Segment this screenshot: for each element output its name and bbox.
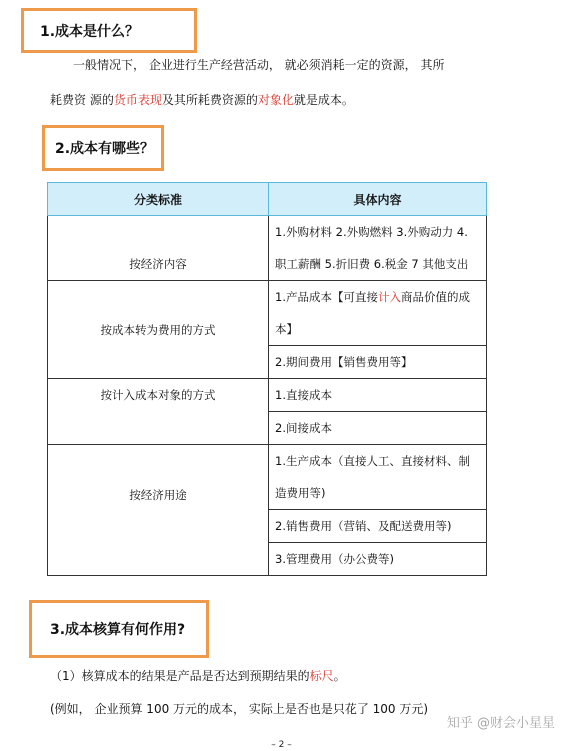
content-cell: 2.销售费用（营销、及配送费用等) bbox=[269, 510, 487, 543]
highlight-yardstick: 标尺 bbox=[309, 669, 334, 683]
category-cell: 按计入成本对象的方式 bbox=[48, 379, 269, 445]
cost-classification-table bbox=[47, 182, 487, 576]
highlight-monetary: 货币表现 bbox=[113, 93, 162, 107]
content-cell: 1.直接成本 bbox=[269, 379, 487, 412]
page-number: – 2 – bbox=[271, 740, 292, 750]
section-3-title-box bbox=[29, 600, 209, 658]
table-row bbox=[48, 281, 487, 346]
section-2-title: 2.成本有哪些？ bbox=[55, 141, 155, 157]
zhihu-watermark: 知乎 @财会小星星 bbox=[446, 716, 555, 731]
content-cell: 1.外购材料 2.外购燃料 3.外购动力 4. 职工薪酬 5.折旧费 6.税金 7 其他支出 bbox=[269, 216, 487, 281]
highlight-included: 计入 bbox=[377, 290, 401, 304]
category-cell: 按经济内容 bbox=[48, 216, 269, 281]
category-cell: 按经济用途 bbox=[48, 445, 269, 576]
content-cell: 2.期间费用【销售费用等】 bbox=[269, 346, 487, 379]
usage-line-1: （1）核算成本的结果是产品是否达到预期结果的标尺。 bbox=[50, 669, 346, 683]
usage-line-2: (例如， 企业预算 100 万元的成本， 实际上是否也是只花了 100 万元) bbox=[50, 702, 429, 716]
definition-line-2: 耗费资 源的货币表现及其所耗费资源的对象化就是成本。 bbox=[50, 93, 354, 107]
section-3-title: 3.成本核算有何作用? bbox=[50, 622, 186, 638]
definition-line-1: 一般情况下， 企业进行生产经营活动， 就必须消耗一定的资源， 其所 bbox=[73, 58, 445, 72]
section-1-title: 1.成本是什么？ bbox=[40, 23, 140, 40]
table-row bbox=[48, 379, 487, 412]
content-cell: 1.产品成本【可直接计入商品价值的成 本】 bbox=[269, 281, 487, 346]
header-category: 分类标准 bbox=[48, 183, 269, 216]
content-cell: 2.间接成本 bbox=[269, 412, 487, 445]
table-header-row bbox=[48, 183, 487, 216]
category-cell: 按成本转为费用的方式 bbox=[48, 281, 269, 379]
table-row bbox=[48, 445, 487, 510]
header-content: 具体内容 bbox=[269, 183, 487, 216]
highlight-objectified: 对象化 bbox=[257, 93, 294, 107]
section-1-title-box bbox=[21, 8, 197, 53]
content-cell: 3.管理费用（办公费等) bbox=[269, 543, 487, 576]
section-2-title-box bbox=[42, 125, 164, 171]
table-row bbox=[48, 216, 487, 281]
content-cell: 1.生产成本（直接人工、直接材料、制 造费用等) bbox=[269, 445, 487, 510]
